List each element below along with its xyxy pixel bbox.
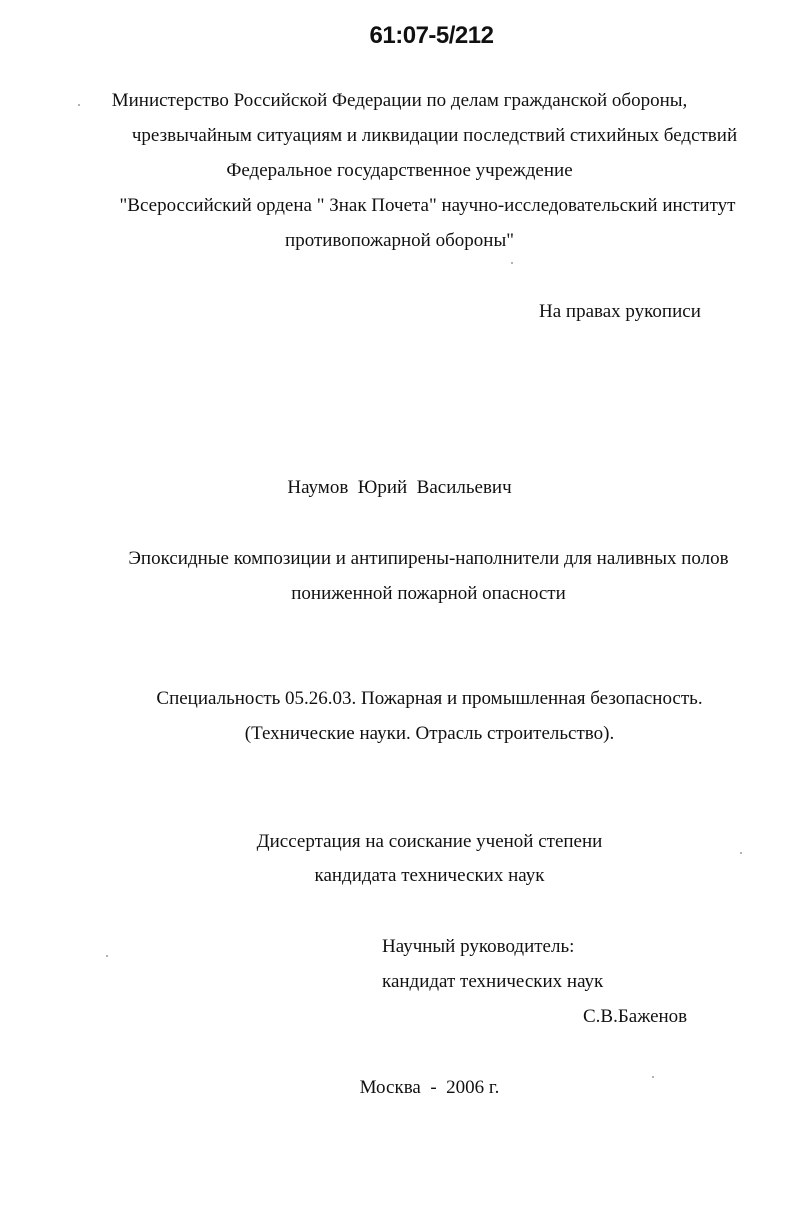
specialty-line-1: Специальность 05.26.03. Пожарная и промышленная безопасность. <box>156 688 703 709</box>
scan-speck <box>106 955 108 957</box>
institute-line-1: "Всероссийский ордена " Знак Почета" научно-исследовательский институт <box>119 195 736 216</box>
city-year: Москва - 2006 г. <box>359 1077 500 1098</box>
ministry-line-1: Министерство Российской Федерации по делам гражданской обороны, <box>111 90 688 111</box>
degree-line-2: кандидата технических наук <box>314 865 545 886</box>
scan-speck <box>652 1076 654 1078</box>
author-name: Наумов Юрий Васильевич <box>287 477 512 498</box>
supervisor-name: С.В.Баженов <box>583 1006 688 1027</box>
dissertation-title-line-2: пониженной пожарной опасности <box>291 583 566 604</box>
ministry-line-2: чрезвычайным ситуациям и ликвидации последствий стихийных бедствий <box>131 125 738 146</box>
supervisor-label: Научный руководитель: <box>382 936 575 957</box>
scan-speck <box>511 262 513 264</box>
scan-speck <box>740 852 742 854</box>
catalog-number: 61:07-5/212 <box>369 22 494 49</box>
degree-line-1: Диссертация на соискание ученой степени <box>256 831 603 852</box>
manuscript-rights: На правах рукописи <box>539 301 701 322</box>
scan-speck <box>78 104 80 106</box>
dissertation-title-line-1: Эпоксидные композиции и антипирены-наполнители для наливных полов <box>128 548 729 569</box>
supervisor-title: кандидат технических наук <box>382 971 604 992</box>
specialty-line-2: (Технические науки. Отрасль строительство). <box>244 723 615 744</box>
institute-line-2: противопожарной обороны" <box>285 230 514 251</box>
institution-type: Федеральное государственное учреждение <box>226 160 573 181</box>
